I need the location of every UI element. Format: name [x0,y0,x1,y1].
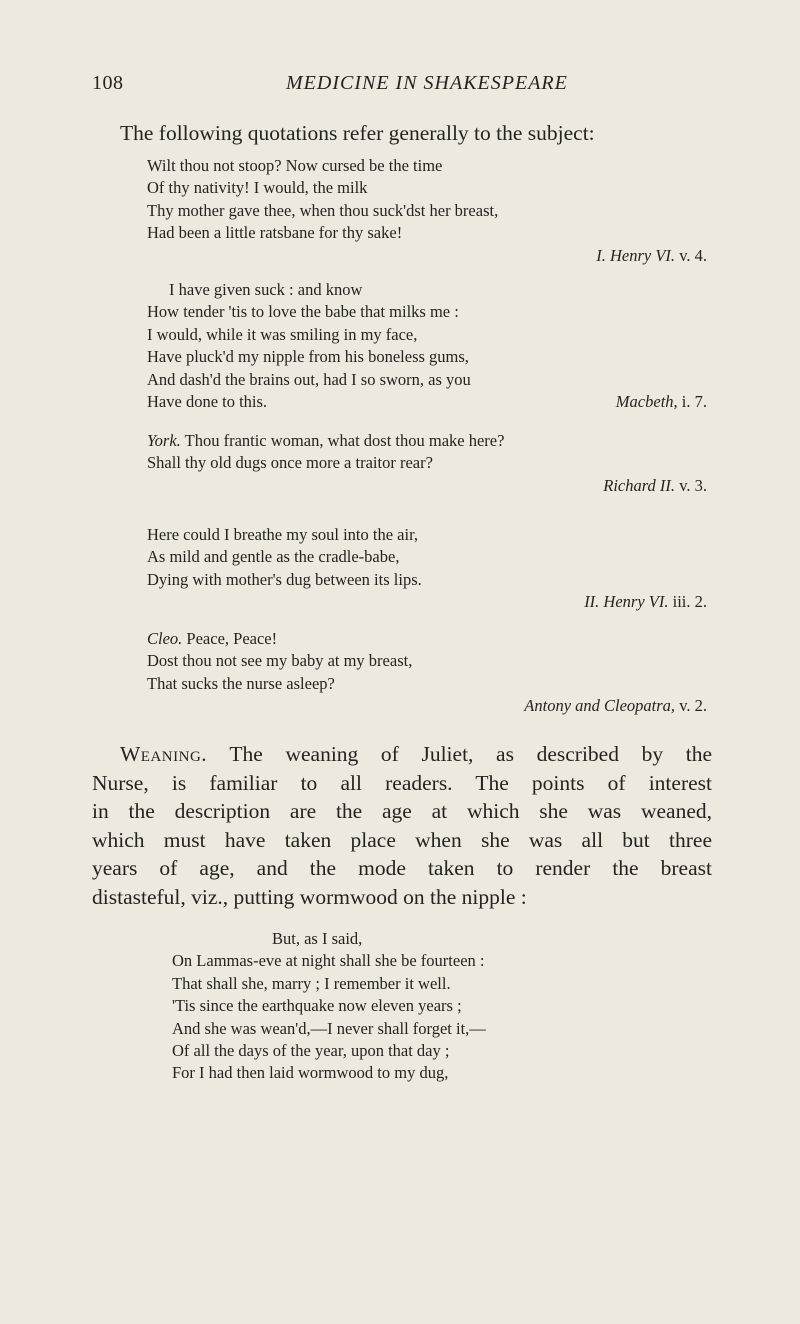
quote-henry-vi-part-1 [147,155,707,267]
reference-play: Richard II. [603,475,676,495]
speaker-name: Cleo. [147,629,183,648]
quote-line: Wilt thou not stoop? Now cursed be the time [147,156,443,175]
section-heading: Weaning. [120,742,208,766]
weaning-paragraph [92,740,712,912]
running-title: MEDICINE IN SHAKESPEARE [286,72,568,94]
intro-sentence: The following quotations refer generally to the subject: [120,121,595,145]
paragraph-line [92,740,712,769]
quote-reference [147,591,707,613]
reference-location: v. 2. [679,696,707,716]
paragraph-text: The weaning of Juliet, as described by the [229,742,712,766]
quote-line: That shall she, marry ; I remember it well. [172,973,451,993]
speaker-name: York. [147,431,181,450]
quote-reference [147,475,707,497]
reference-location: i. 7. [681,392,707,412]
reference-location: iii. 2. [672,592,707,612]
paragraph-line: Nurse, is familiar to all readers. The points of interest [92,770,712,795]
paragraph-line: in the description are the age at which she was weaned, [92,799,712,824]
reference-play: II. Henry VI. [584,592,669,612]
quote-line: Peace, Peace! [186,629,278,648]
quote-line: Had been a little ratsbane for thy sake! [147,223,403,243]
paragraph-line: which must have taken place when she was all but three [92,827,712,852]
quote-line: Dying with mother's dug between its lips. [147,569,422,589]
quote-line: Thou frantic woman, what dost thou make here? [184,431,505,450]
quote-line: And dash'd the brains out, had I so sworn, as you [147,369,471,389]
quote-antony-and-cleopatra [147,628,707,718]
quote-line: I would, while it was smiling in my face, [147,324,418,344]
reference-play: Macbeth, [615,392,678,412]
page-header [92,72,722,100]
quote-reference [147,695,707,717]
quote-richard-ii [147,430,707,497]
quote-line: 'Tis since the earthquake now eleven years ; [172,996,462,1016]
reference-location: v. 3. [679,475,707,495]
paragraph-line: years of age, and the mode taken to render the breast [92,856,712,881]
quote-reference [616,391,707,413]
quote-reference [147,245,707,267]
quote-line-with-speaker [147,430,707,452]
quote-line: On Lammas-eve at night shall she be fourteen : [172,951,485,971]
quote-line: Have pluck'd my nipple from his boneless gums, [147,347,469,367]
quote-line: But, as I said, [272,929,363,948]
quote-line: How tender 'tis to love the babe that milks me : [147,302,459,322]
quote-line: Shall thy old dugs once more a traitor rear? [147,453,433,473]
reference-location: v. 4. [679,245,707,265]
reference-play: Antony and Cleopatra, [524,696,676,716]
quote-macbeth [147,279,707,413]
quote-line: Of all the days of the year, upon that day ; [172,1041,450,1061]
reference-play: I. Henry VI. [596,245,676,265]
quote-line: That sucks the nurse asleep? [147,673,335,693]
quote-line: I have given suck : and know [169,280,363,299]
quote-line-with-speaker [147,628,707,650]
quote-nurse-speech [172,928,732,1085]
quote-line: Thy mother gave thee, when thou suck'dst her breast, [147,200,499,220]
quote-line: Dost thou not see my baby at my breast, [147,651,413,671]
quote-line: For I had then laid wormwood to my dug, [172,1063,449,1083]
quote-line: Here could I breathe my soul into the air, [147,525,419,544]
page-number: 108 [92,72,124,94]
quote-line: As mild and gentle as the cradle-babe, [147,547,400,567]
quote-line: And she was wean'd,—I never shall forget it,— [172,1018,486,1038]
paragraph-line: distasteful, viz., putting wormwood on the nipple : [92,884,527,909]
quote-line-with-reference [147,391,707,413]
quote-line: Have done to this. [147,392,268,412]
quote-line: Of thy nativity! I would, the milk [147,178,368,198]
quote-henry-vi-part-2 [147,524,707,614]
